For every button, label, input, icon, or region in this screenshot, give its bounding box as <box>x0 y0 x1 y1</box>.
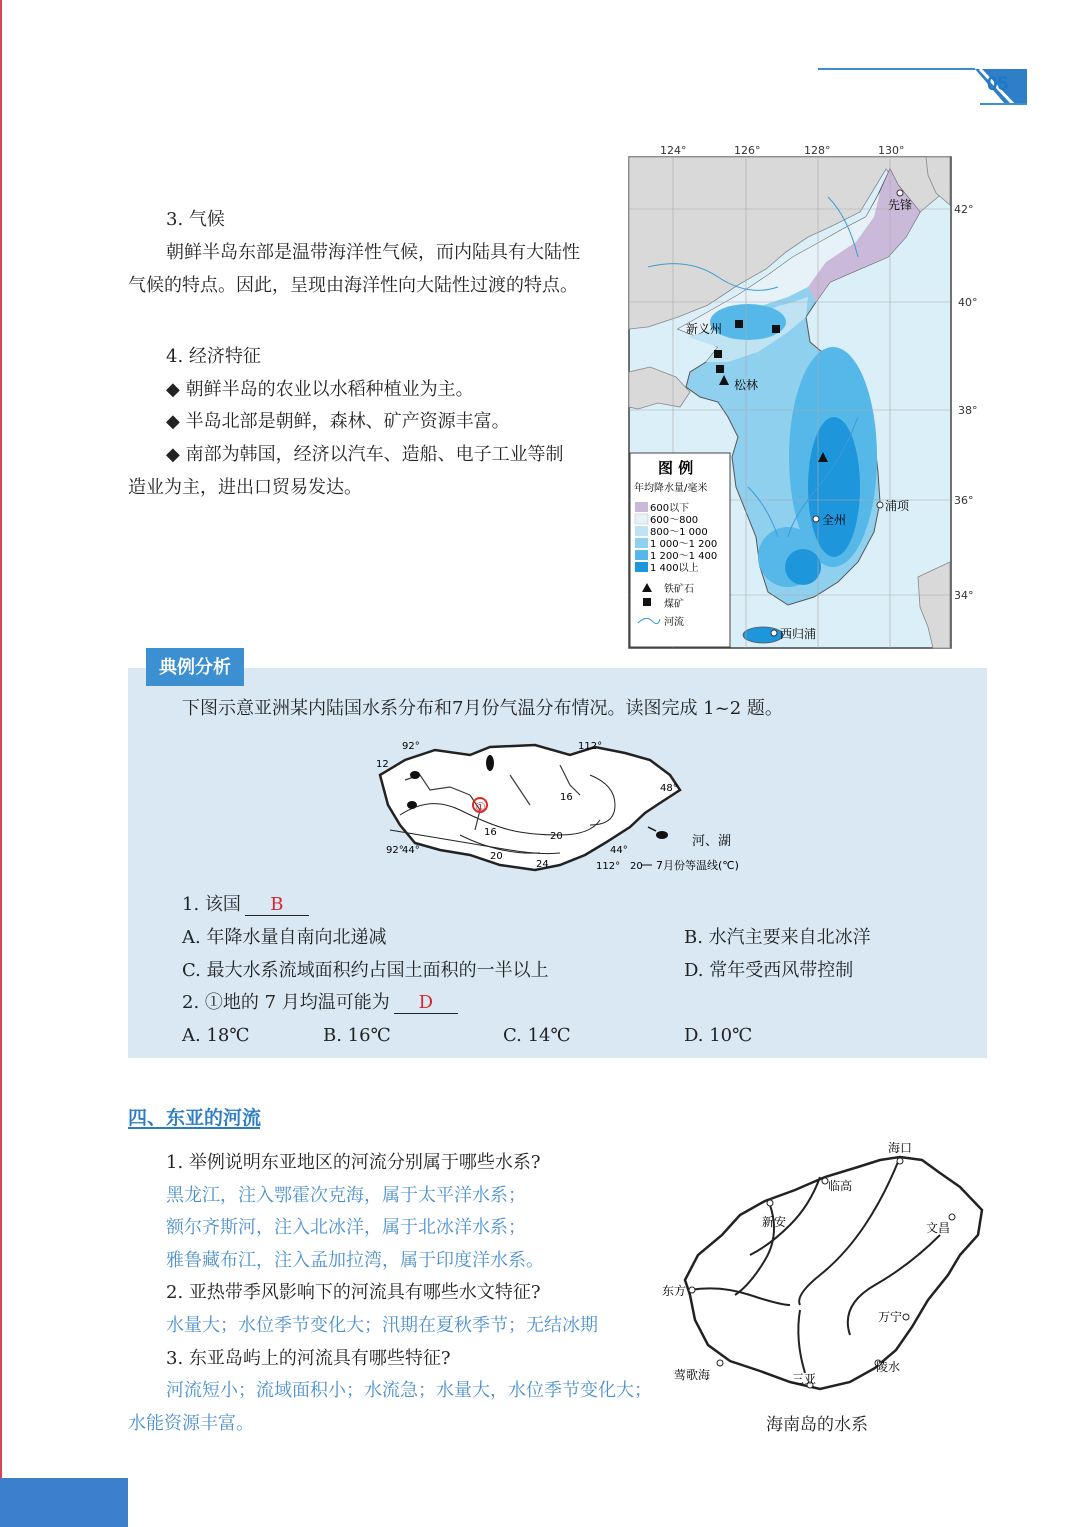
lat-label-38: 38° <box>958 404 978 417</box>
q1-stem-text: 1. 该国 <box>182 894 241 915</box>
city-sinuiju: 新义州 <box>686 322 723 336</box>
legend-item-1: 600以下 <box>650 503 690 514</box>
legend-iso-text: 7月份等温线(℃) <box>656 859 739 872</box>
lon-label-124: 124° <box>660 144 687 157</box>
climate-line-2: 气候的特点。因此，呈现由海洋性向大陆性过渡的特点。 <box>128 275 578 296</box>
map-lon92-bottom: 92° <box>386 845 404 856</box>
example-intro: 下图示意亚洲某内陆国水系分布和7月份气温分布情况。读图完成 1~2 题。 <box>182 698 783 719</box>
legend-item-3: 800～1 000 <box>650 527 708 538</box>
economy-bullet-3: ◆ 南部为韩国，经济以汽车、造船、电子工业等制 <box>166 444 564 465</box>
map-lon92-top: 92° <box>402 741 420 752</box>
coal-mine-symbol <box>714 350 722 358</box>
legend-coal: 煤矿 <box>664 599 684 610</box>
q1-answer: B <box>245 895 309 916</box>
footer-bar <box>0 1478 128 1527</box>
lake-legend <box>648 827 731 849</box>
city-songlin: 松林 <box>734 378 759 392</box>
isotherm-20b: 20 <box>490 851 503 862</box>
legend-item-2: 600～800 <box>650 515 699 526</box>
korea-precipitation-map <box>628 140 978 650</box>
lon-label-126: 126° <box>734 144 761 157</box>
map-lat44-bottom: 44° <box>402 845 420 856</box>
rivers-a1-line2: 额尔齐斯河，注入北冰洋，属于北冰洋水系； <box>166 1217 526 1238</box>
lat-label-40: 40° <box>958 296 978 309</box>
page-number: 05 <box>987 74 1009 95</box>
hainan-city-wenchang: 文昌 <box>926 1221 951 1235</box>
economy-heading: 4. 经济特征 <box>166 346 261 367</box>
lon-label-130: 130° <box>878 144 905 157</box>
coal-mine-symbol <box>735 320 743 328</box>
lat-label-34: 34° <box>954 589 974 602</box>
site-marker-1: ① <box>475 800 486 814</box>
question-2-stem <box>182 986 458 1019</box>
lat-label-36: 36° <box>954 494 974 507</box>
legend-coal-icon <box>643 598 651 606</box>
coal-mine-symbol <box>716 365 724 373</box>
legend-lake-text: 河、湖 <box>692 834 732 849</box>
map-lon112-top: 112° <box>578 741 603 752</box>
left-edge-rule <box>0 0 2 1527</box>
q1-option-a: A. 年降水量自南向北递减 <box>182 927 387 948</box>
isotherm-16b: 16 <box>484 827 497 838</box>
hainan-river-map <box>660 1135 990 1410</box>
map-lon112-bottom: 112° <box>596 861 621 872</box>
rivers-a2: 水量大；水位季节变化大；汛期在夏秋季节；无结冰期 <box>166 1315 598 1336</box>
hainan-map-caption: 海南岛的水系 <box>766 1415 868 1435</box>
isotherm-12: 12 <box>376 759 389 770</box>
legend-subtitle: 年均降水量/毫米 <box>634 483 708 494</box>
hainan-city-haikou: 海口 <box>888 1141 913 1155</box>
legend-title: 图 例 <box>658 459 694 477</box>
q2-answer: D <box>394 993 458 1014</box>
question-1-stem <box>182 888 309 921</box>
lat-label-42: 42° <box>954 203 974 216</box>
rivers-q1: 1. 举例说明东亚地区的河流分别属于哪些水系? <box>166 1152 541 1173</box>
q2-option-d: D. 10℃ <box>684 1025 753 1046</box>
isotherm-16a: 16 <box>560 792 573 803</box>
rivers-a1-line3: 雅鲁藏布江，注入孟加拉湾，属于印度洋水系。 <box>166 1250 544 1271</box>
lon-label-128: 128° <box>804 144 831 157</box>
map-lat44: 44° <box>610 845 628 856</box>
example-tab: 典例分析 <box>146 648 244 686</box>
hainan-city-yinggehai: 莺歌海 <box>674 1368 711 1382</box>
q1-option-b: B. 水汽主要来自北冰洋 <box>684 927 871 948</box>
isotherm-20a: 20 <box>550 831 563 842</box>
q2-option-a: A. 18℃ <box>182 1025 250 1046</box>
hainan-city-sanya: 三亚 <box>792 1372 817 1386</box>
climate-heading: 3. 气候 <box>166 209 225 230</box>
climate-line-1: 朝鲜半岛东部是温带海洋性气候，而内陆具有大陆性 <box>166 242 580 263</box>
economy-bullet-3-cont: 造业为主，进出口贸易发达。 <box>128 477 362 498</box>
q2-option-c: C. 14℃ <box>503 1025 571 1046</box>
q2-option-b: B. 16℃ <box>323 1025 391 1046</box>
legend-iron: 铁矿石 <box>664 584 694 595</box>
rivers-a3-line2: 水能资源丰富。 <box>128 1413 254 1434</box>
inland-country-map <box>360 735 760 880</box>
city-jeonju: 全州 <box>822 513 847 527</box>
hainan-city-wanning: 万宁 <box>878 1310 903 1324</box>
section-title-underline <box>128 1126 263 1130</box>
hainan-city-xinan: 新安 <box>762 1215 787 1229</box>
rivers-q2: 2. 亚热带季风影响下的河流具有哪些水文特征? <box>166 1282 541 1303</box>
q1-option-c: C. 最大水系流域面积约占国土面积的一半以上 <box>182 960 549 981</box>
rivers-q3: 3. 东亚岛屿上的河流具有哪些特征? <box>166 1348 451 1369</box>
hainan-city-dongfang: 东方 <box>662 1284 687 1298</box>
legend-item-4: 1 000～1 200 <box>650 539 718 550</box>
city-pohang: 浦项 <box>885 499 910 513</box>
legend-item-6: 1 400以上 <box>650 563 699 574</box>
legend-iso-value: 20 <box>630 861 643 872</box>
legend-river: 河流 <box>664 617 684 628</box>
q2-stem-text: 2. ①地的 7 月均温可能为 <box>182 992 390 1013</box>
map-lat48: 48° <box>660 783 678 794</box>
rivers-a3-line1: 河流短小；流域面积小；水流急；水量大，水位季节变化大； <box>166 1380 652 1401</box>
city-xianfeng: 先锋 <box>888 198 913 212</box>
isotherm-24: 24 <box>536 859 549 870</box>
hainan-city-lingshui: 陵水 <box>876 1360 901 1374</box>
city-seogwipo: 西归浦 <box>780 627 817 641</box>
q1-option-d: D. 常年受西风带控制 <box>684 960 854 981</box>
economy-bullet-1: ◆ 朝鲜半岛的农业以水稻种植业为主。 <box>166 379 474 400</box>
rivers-a1-line1: 黑龙江，注入鄂霍次克海，属于太平洋水系； <box>166 1185 526 1206</box>
legend-item-5: 1 200～1 400 <box>650 551 718 562</box>
economy-bullet-2: ◆ 半岛北部是朝鲜，森林、矿产资源丰富。 <box>166 411 510 432</box>
hainan-city-lingao: 临高 <box>828 1179 853 1193</box>
coal-mine-symbol <box>772 325 780 333</box>
section-title: 四、东亚的河流 <box>128 1108 262 1129</box>
